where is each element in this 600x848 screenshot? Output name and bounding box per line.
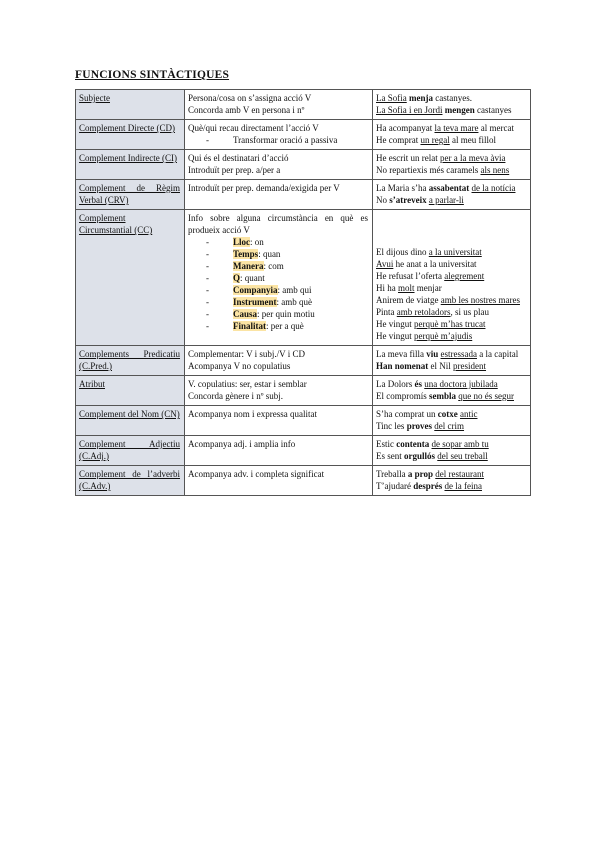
example-sentence xyxy=(376,134,526,146)
example-segment: perquè m’has trucat xyxy=(414,319,486,329)
description-cell xyxy=(185,376,373,406)
example-segment: molt xyxy=(398,283,415,293)
function-name: Complement Circumstantial (CC) xyxy=(79,213,153,235)
circumstance-text xyxy=(206,261,284,271)
example-segment: amb retoladors xyxy=(396,307,451,317)
circumstance-text xyxy=(206,309,315,319)
description-line: Acompanya adv. i completa significat xyxy=(188,469,325,479)
example-segment: sembla xyxy=(429,391,456,401)
function-name: Complement del Nom (CN) xyxy=(79,409,180,419)
description-line: Introduït per prep. a/per a xyxy=(188,165,281,175)
function-name-cell xyxy=(76,376,185,406)
table-row xyxy=(76,406,531,436)
circumstance-item xyxy=(188,296,368,308)
example-segment: una doctora jubilada xyxy=(424,379,498,389)
example-segment: El dijous dino xyxy=(376,247,429,257)
example-sentence xyxy=(376,306,526,318)
example-segment: amb les nostres mares xyxy=(440,295,520,305)
table-row xyxy=(76,210,531,346)
functions-table-body xyxy=(76,90,531,496)
examples-cell xyxy=(373,180,531,210)
example-segment: No repartiexis més caramels xyxy=(376,165,481,175)
circumstance-item xyxy=(188,260,368,272)
example-segment: estressada xyxy=(440,349,477,359)
example-segment: menja xyxy=(409,93,433,103)
function-name: Complement de l’adverbi (C.Adv.) xyxy=(79,469,180,491)
description-line: V. copulatius: ser, estar i semblar xyxy=(188,379,307,389)
example-sentence xyxy=(376,318,526,330)
circumstance-item xyxy=(188,236,368,248)
circumstance-item xyxy=(188,308,368,320)
table-row xyxy=(76,466,531,496)
circumstance-item xyxy=(188,320,368,332)
example-sentence xyxy=(376,450,526,462)
page-title: FUNCIONS SINTÀCTIQUES xyxy=(75,69,230,81)
description-line: Què/qui recau directament l’acció V xyxy=(188,123,319,133)
description-text: Introduït per prep. demanda/exigida per V xyxy=(188,183,340,193)
function-name: Complements Predicatiu (C.Pred.) xyxy=(79,349,180,371)
example-segment: S’ha comprat un xyxy=(376,409,438,419)
example-segment: La Maria s’ha xyxy=(376,183,429,193)
example-segment: He vingut xyxy=(376,331,414,341)
description-cell xyxy=(185,120,373,150)
example-segment: que no és segur xyxy=(458,391,514,401)
circumstance-value: : quan xyxy=(258,249,281,259)
examples-cell xyxy=(373,406,531,436)
example-sentence xyxy=(376,294,526,306)
example-segment: Tinc les xyxy=(376,421,407,431)
description-text: Info sobre alguna circumstància en què es produeix acció V xyxy=(188,213,368,235)
circumstance-value: : quant xyxy=(240,273,265,283)
example-segment: del crim xyxy=(434,421,465,431)
example-segment: castanyes. xyxy=(433,93,472,103)
example-sentence xyxy=(376,360,526,372)
example-segment: alegrement xyxy=(444,271,485,281)
description-cell xyxy=(185,466,373,496)
example-sentence xyxy=(376,378,526,390)
example-segment: s’atreveix xyxy=(389,195,427,205)
example-sentence xyxy=(376,480,526,492)
example-sentence xyxy=(376,408,526,420)
example-segment: castanyes xyxy=(474,105,512,115)
circumstance-text xyxy=(206,273,265,283)
example-segment: Estic xyxy=(376,439,397,449)
description-line: Persona/cosa on s’assigna acció V xyxy=(188,93,312,103)
description-line: Complementar: V i subj./V i CD xyxy=(188,349,306,359)
table-row xyxy=(76,180,531,210)
circumstance-text xyxy=(206,297,312,307)
example-segment: de sopar amb tu xyxy=(431,439,489,449)
description-cell xyxy=(185,406,373,436)
circumstance-text xyxy=(206,249,280,259)
example-segment: per a la meva àvia xyxy=(439,153,506,163)
example-segment: Pinta xyxy=(376,307,397,317)
example-segment: Es sent xyxy=(376,451,404,461)
example-segment: No xyxy=(376,195,390,205)
example-segment: proves xyxy=(406,421,433,431)
function-name: Complement de Règim Verbal (CRV) xyxy=(79,183,180,205)
circumstance-item xyxy=(188,272,368,284)
example-sentence xyxy=(376,420,526,432)
table-row xyxy=(76,90,531,120)
example-segment: He comprat xyxy=(376,135,421,145)
circumstance-item xyxy=(188,248,368,260)
example-segment: he anat a la universitat xyxy=(393,259,477,269)
function-name-cell xyxy=(76,436,185,466)
example-segment: viu xyxy=(426,349,439,359)
description-line: Concorda amb V en persona i nº xyxy=(188,105,305,115)
function-name: Complement Adjectiu (C.Adj.) xyxy=(79,439,180,461)
example-sentence xyxy=(376,258,526,270)
function-name-cell xyxy=(76,90,185,120)
circumstance-value: : amb què xyxy=(276,297,313,307)
circumstance-value: : per a què xyxy=(266,321,304,331)
circumstance-key: Lloc xyxy=(233,237,250,247)
example-segment: del restaurant xyxy=(435,469,484,479)
table-row xyxy=(76,150,531,180)
example-segment: El compromís xyxy=(376,391,429,401)
examples-cell xyxy=(373,436,531,466)
description-cell xyxy=(185,180,373,210)
example-sentence xyxy=(376,348,526,360)
function-name-cell xyxy=(76,406,185,436)
circumstance-value: : amb qui xyxy=(277,285,312,295)
example-sentence xyxy=(376,282,526,294)
examples-cell xyxy=(373,466,531,496)
examples-cell xyxy=(373,210,531,346)
function-name-cell xyxy=(76,466,185,496)
example-sentence xyxy=(376,182,526,194)
example-sentence xyxy=(376,246,526,258)
examples-cell xyxy=(373,120,531,150)
example-segment: La meva filla xyxy=(376,349,427,359)
circumstance-key: Manera xyxy=(233,261,264,271)
example-segment: a la universitat xyxy=(428,247,482,257)
example-sentence xyxy=(376,194,526,206)
example-segment: als nens xyxy=(480,165,510,175)
example-segment: perquè m’ajudis xyxy=(414,331,473,341)
function-name: Complement Directe (CD) xyxy=(79,123,175,133)
table-row xyxy=(76,346,531,376)
circumstance-text xyxy=(206,237,264,247)
example-segment: al meu fillol xyxy=(449,135,496,145)
sublist-item-text: Transformar oració a passiva xyxy=(233,135,338,145)
example-sentence xyxy=(376,92,526,104)
function-name-cell xyxy=(76,180,185,210)
description-line: Acompanya V no copulatius xyxy=(188,361,291,371)
example-segment: He escrit un relat xyxy=(376,153,440,163)
example-segment: un regal xyxy=(420,135,450,145)
example-sentence xyxy=(376,390,526,402)
circumstance-value: : com xyxy=(263,261,284,271)
example-segment: He refusat l’oferta xyxy=(376,271,445,281)
description-cell xyxy=(185,436,373,466)
example-sentence xyxy=(376,152,526,164)
example-segment: a la capital xyxy=(476,349,519,359)
function-name-cell xyxy=(76,150,185,180)
description-cell xyxy=(185,150,373,180)
sublist-item xyxy=(188,134,368,146)
example-segment: del seu treball xyxy=(437,451,488,461)
example-segment: de la notícia xyxy=(471,183,516,193)
circumstance-key: Temps xyxy=(233,249,259,259)
description-line: Concorda gènere i nº subj. xyxy=(188,391,284,401)
circumstance-item xyxy=(188,284,368,296)
example-segment: cotxe xyxy=(437,409,458,419)
table-row xyxy=(76,436,531,466)
examples-cell xyxy=(373,150,531,180)
example-segment: mengen xyxy=(444,105,475,115)
example-segment: el Nil xyxy=(428,361,454,371)
example-sentence xyxy=(376,468,526,480)
description-line: Acompanya nom i expressa qualitat xyxy=(188,409,317,419)
circumstance-key: Companyia xyxy=(233,285,278,295)
description-line: Acompanya adj. i amplia info xyxy=(188,439,296,449)
example-segment: president xyxy=(453,361,487,371)
example-sentence xyxy=(376,270,526,282)
description-line: Qui és el destinatari d’acció xyxy=(188,153,289,163)
example-segment: Anirem de viatge xyxy=(376,295,441,305)
example-sentence xyxy=(376,330,526,342)
example-sentence xyxy=(376,164,526,176)
example-sentence xyxy=(376,122,526,134)
example-segment: menjar xyxy=(414,283,442,293)
example-segment: La Sofia xyxy=(376,93,407,103)
example-segment: Hi ha xyxy=(376,283,398,293)
example-segment: al mercat xyxy=(478,123,514,133)
example-segment: , si us plau xyxy=(450,307,490,317)
circumstance-text xyxy=(206,321,304,331)
description-cell xyxy=(185,90,373,120)
example-segment: la teva mare xyxy=(434,123,479,133)
examples-cell xyxy=(373,90,531,120)
example-segment: assabentat xyxy=(428,183,470,193)
description-cell xyxy=(185,210,373,346)
example-segment: antic xyxy=(459,409,478,419)
circumstance-key: Instrument xyxy=(233,297,277,307)
example-segment: a parlar-li xyxy=(428,195,464,205)
function-name-cell xyxy=(76,120,185,150)
functions-table xyxy=(75,89,531,496)
example-segment: Treballa xyxy=(376,469,408,479)
example-segment: orgullós xyxy=(404,451,436,461)
circumstance-value: : on xyxy=(250,237,264,247)
table-row xyxy=(76,376,531,406)
example-sentence xyxy=(376,438,526,450)
function-name: Subjecte xyxy=(79,93,110,103)
circumstance-key: Q xyxy=(233,273,241,283)
function-name: Complement Indirecte (CI) xyxy=(79,153,177,163)
function-name: Atribut xyxy=(79,379,105,389)
circumstance-value: : per quin motiu xyxy=(257,309,315,319)
example-segment: contenta xyxy=(396,439,430,449)
example-segment: després xyxy=(413,481,443,491)
examples-cell xyxy=(373,376,531,406)
example-segment: La Sofia i en Jordi xyxy=(376,105,443,115)
description-cell xyxy=(185,346,373,376)
circumstance-key: Finalitat xyxy=(233,321,266,331)
function-name-cell xyxy=(76,210,185,346)
example-segment: de la feina xyxy=(444,481,482,491)
example-segment: T’ajudaré xyxy=(376,481,414,491)
example-segment: Avui xyxy=(376,259,394,269)
table-row xyxy=(76,120,531,150)
example-segment: He vingut xyxy=(376,319,414,329)
circumstance-key: Causa xyxy=(233,309,258,319)
example-segment: és xyxy=(414,379,422,389)
example-sentence xyxy=(376,104,526,116)
example-segment: Ha acompanyat xyxy=(376,123,435,133)
examples-cell xyxy=(373,346,531,376)
circumstance-text xyxy=(206,285,312,295)
example-segment: La Dolors xyxy=(376,379,415,389)
function-name-cell xyxy=(76,346,185,376)
example-segment: a prop xyxy=(407,469,434,479)
example-segment: Han nomenat xyxy=(376,361,429,371)
